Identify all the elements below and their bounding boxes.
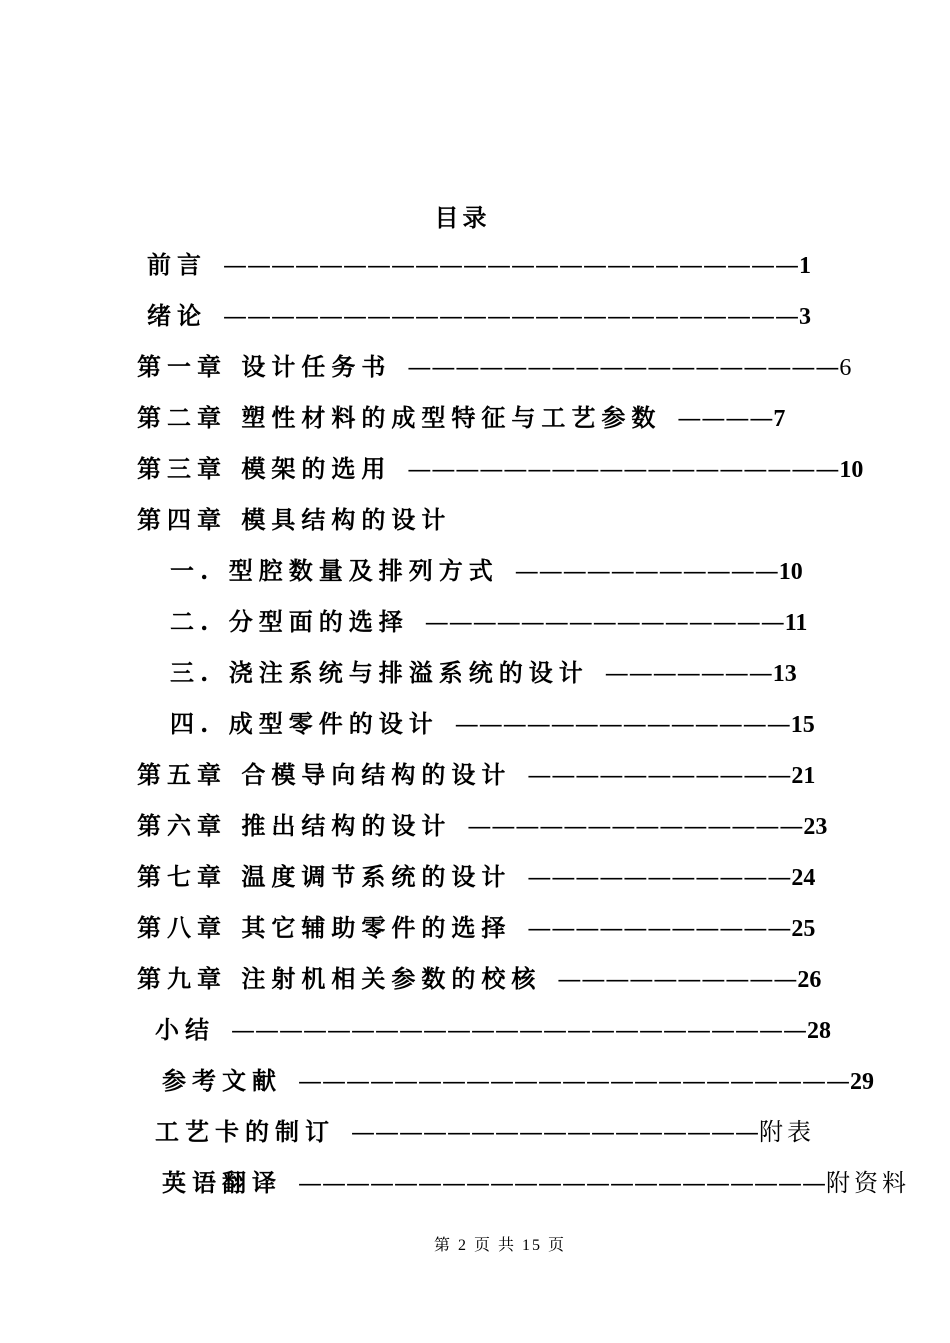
toc-entry-label: 第八章 其它辅助零件的选择 (137, 913, 512, 942)
toc-entry-preface[interactable]: 前言 ————————————————————————1 (147, 250, 811, 279)
toc-entry-introduction[interactable]: 绪论 ————————————————————————3 (147, 301, 811, 330)
toc-entry-label: 工艺卡的制订 (155, 1117, 335, 1146)
toc-entry-label: 第四章 模具结构的设计 (137, 505, 452, 534)
toc-entry-section-4-3[interactable]: 三. 浇注系统与排溢系统的设计 ———————13 (170, 658, 797, 687)
toc-entry-chapter-9[interactable]: 第九章 注射机相关参数的校核 ——————————26 (137, 964, 822, 993)
toc-entry-label: 前言 (147, 250, 207, 279)
toc-entry-page: 13 (772, 661, 797, 687)
toc-entry-label: 第二章 塑性材料的成型特征与工艺参数 (137, 403, 662, 432)
toc-entry-page: 29 (850, 1069, 874, 1095)
toc-entry-translation[interactable]: 英语翻译 ——————————————————————附资料 (162, 1168, 910, 1197)
toc-entry-page: 10 (778, 559, 803, 585)
toc-entry-page: 28 (807, 1018, 831, 1044)
toc-entry-label: 二. 分型面的选择 (170, 607, 409, 636)
toc-entry-page: 附资料 (826, 1169, 910, 1197)
toc-entry-page: 1 (799, 253, 811, 279)
toc-entry-label: 第一章 设计任务书 (137, 352, 392, 381)
toc-entry-section-4-1[interactable]: 一. 型腔数量及排列方式 ———————————10 (170, 556, 803, 585)
toc-entry-chapter-3[interactable]: 第三章 模架的选用 ——————————————————10 (137, 454, 864, 483)
toc-entry-label: 第九章 注射机相关参数的校核 (137, 964, 542, 993)
toc-entry-label: 小结 (155, 1015, 215, 1044)
toc-entry-chapter-2[interactable]: 第二章 塑性材料的成型特征与工艺参数 ————7 (137, 403, 786, 432)
toc-entry-label: 一. 型腔数量及排列方式 (170, 556, 499, 585)
toc-entry-chapter-6[interactable]: 第六章 推出结构的设计 ——————————————23 (137, 811, 828, 840)
toc-entry-page: 15 (790, 712, 815, 738)
toc-entry-section-4-2[interactable]: 二. 分型面的选择 ———————————————11 (170, 607, 808, 636)
toc-entry-chapter-1[interactable]: 第一章 设计任务书 ——————————————————6 (137, 352, 852, 381)
toc-entry-label: 绪论 (147, 301, 207, 330)
toc-entry-label: 参考文献 (162, 1066, 282, 1095)
toc-entry-label: 第六章 推出结构的设计 (137, 811, 452, 840)
toc-entry-label: 第三章 模架的选用 (137, 454, 392, 483)
toc-entry-label: 四. 成型零件的设计 (170, 709, 439, 738)
toc-entry-chapter-4[interactable] (137, 495, 451, 545)
toc-entry-chapter-7[interactable]: 第七章 温度调节系统的设计 ———————————24 (137, 862, 816, 891)
toc-entry-page: 24 (791, 865, 816, 891)
toc-entry-label: 英语翻译 (162, 1168, 282, 1197)
toc-entry-chapter-5[interactable]: 第五章 合模导向结构的设计 ———————————21 (137, 760, 816, 789)
toc-entry-label: 三. 浇注系统与排溢系统的设计 (170, 658, 589, 687)
toc-entry-process-card[interactable]: 工艺卡的制订 —————————————————附表 (155, 1117, 815, 1146)
toc-entry-page: 6 (839, 355, 852, 381)
toc-entry-page: 23 (803, 814, 828, 840)
toc-entry-page: 附表 (759, 1118, 815, 1146)
toc-entry-page: 10 (839, 457, 864, 483)
toc-entry-page: 11 (784, 610, 808, 636)
toc-entry-page: 25 (791, 916, 816, 942)
toc-entry-chapter-8[interactable]: 第八章 其它辅助零件的选择 ———————————25 (137, 913, 816, 942)
toc-entry-page: 3 (799, 304, 811, 330)
toc-entry-summary[interactable]: 小结 ————————————————————————28 (155, 1015, 831, 1044)
toc-title: 目录 (434, 203, 491, 232)
toc-entry-page: 21 (791, 763, 816, 789)
toc-entry-label: 第七章 温度调节系统的设计 (137, 862, 512, 891)
toc-entry-section-4-4[interactable]: 四. 成型零件的设计 ——————————————15 (170, 709, 815, 738)
toc-entry-label: 第五章 合模导向结构的设计 (137, 760, 512, 789)
toc-entry-page: 7 (773, 406, 786, 432)
toc-entry-references[interactable]: 参考文献 ———————————————————————29 (162, 1066, 874, 1095)
page-footer: 第 2 页 共 15 页 (433, 1237, 566, 1254)
toc-entry-page: 26 (797, 967, 822, 993)
